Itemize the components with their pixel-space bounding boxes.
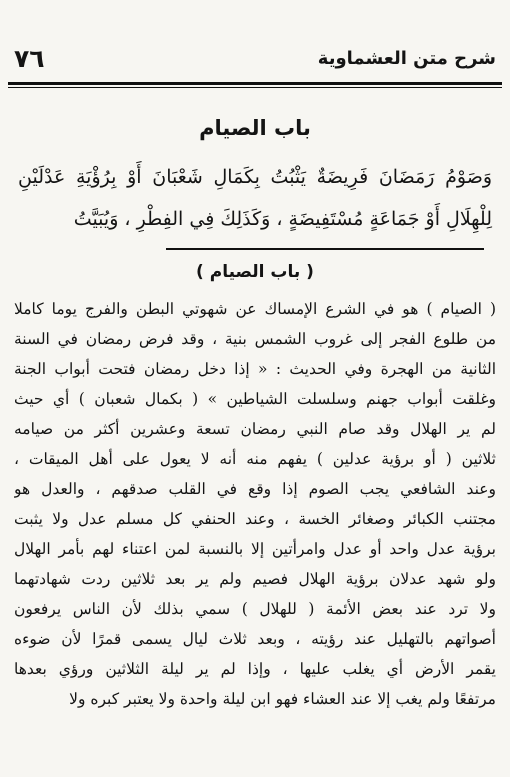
text-line: الثانية من الهجرة وفي الحديث : « إذا دخل رمضان فتحت أبواب الجنة	[14, 360, 496, 378]
text-line: وغلقت أبواب جهنم وسلسلت الشياطين » ( بكمال شعبان ) أي حيث	[14, 390, 496, 408]
matn-separator-rule	[166, 248, 484, 250]
text-line: لم ير الهلال وقد صام النبي رمضان تسعة وعشرين أكثر من صيامه	[14, 420, 496, 438]
text-line: ( الصيام ) هو في الشرع الإمساك عن شهوتي البطن والفرج يوما كاملا	[14, 300, 496, 318]
chapter-title: باب الصيام	[199, 116, 311, 140]
running-title: شرح متن العشماوية	[317, 48, 496, 69]
header-rule	[8, 82, 502, 85]
text-line: ثلاثين ( أو برؤية عدلين ) يفهم منه أنه لا يعول على أهل الميقات ،	[14, 450, 496, 468]
header-rule-thin	[8, 87, 502, 88]
sharh-body	[14, 294, 496, 714]
matn-text: وَصَوْمُ رَمَضَانَ فَرِيضَةٌ يَثْبُتُ بِكَمَالِ شَعْبَانَ أَوْ بِرُؤْيَةِ عَدْلَيْنِ لِلْهِلَالِ أَوْ جَمَاعَةٍ مُسْتَفِيضَةٍ ، وَكَذَلِكَ فِي الفِطْرِ ، وَيُبَيَّتُ	[18, 166, 492, 230]
text-line: مرتفعًا ولم يغب إلا عند العشاء فهو ابن ليلة واحدة ولا يعتبر كبره ولا	[69, 690, 496, 708]
text-line: مجتنب الكبائر وصغائر الخسة ، وعند الحنفي كل مسلم عدل ولا يثبت	[14, 510, 496, 528]
text-line: أصواتهم بالتهليل عند رؤيته ، وبعد ثلاث ليال يسمى قمرًا لأن ضوءه	[14, 630, 496, 648]
text-line: ولا ترد عند بعض الأئمة ( للهلال ) سمي بذلك لأن الناس يرفعون	[14, 600, 496, 618]
text-line: ولو شهد عدلان برؤية الهلال فصيم ولم ير بعد ثلاثين ردت شهادتهما	[14, 570, 496, 588]
page-number: ٧٦	[14, 44, 45, 73]
text-line: برؤية عدل واحد أو عدل وامرأتين إلا بالنسبة لمن اعتناء لهم بأمر الهلال	[14, 540, 496, 558]
page-header	[14, 44, 496, 80]
text-line: من طلوع الفجر إلى غروب الشمس بنية ، وقد فرض رمضان في السنة	[14, 330, 496, 348]
sharh-title: ( باب الصيام )	[196, 262, 314, 282]
text-line: يقمر الأرض أي يغلب عليها ، وإذا لم ير ليلة الثلاثين ورؤي بعدها	[14, 660, 496, 678]
text-line: وعند الشافعي يجب الصوم إذا وقع في القلب صدقهم ، والعدل هو	[14, 480, 496, 498]
